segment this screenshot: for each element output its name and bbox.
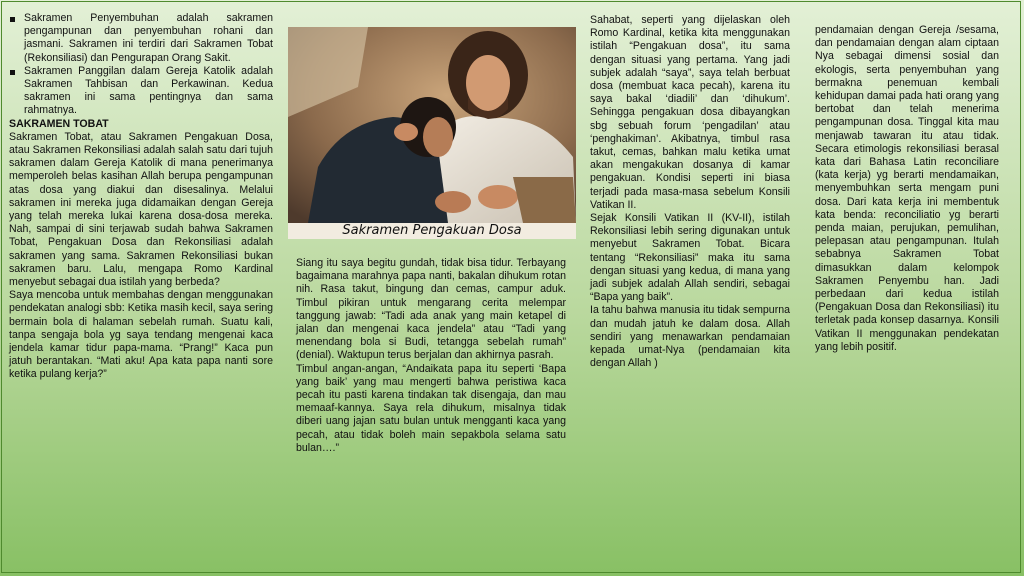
paragraph: Ia tahu bahwa manusia itu tidak sempurna dan mudah jatuh ke dalam dosa. Allah sendiri yang menawarkan pendamaian kepada umat-Nya (pendamaian kita dengan Allah ) bbox=[590, 304, 790, 370]
bullet-item bbox=[9, 65, 273, 118]
bullet-square-icon bbox=[10, 17, 15, 22]
paragraph: Saya mencoba untuk membahas dengan menggunakan pendekatan analogi sbb: Ketika masih kecil, saya sering bermain bola di halaman sebelah rumah. Suatu kali, tanpa sengaja bola yg saya tendang mengenai kaca jendela kamar tidur papa-mama. “Prang!” Kaca pun jatuh berantakan. “Mati aku! Apa kata papa nanti sore ketika pulang kerja?” bbox=[9, 289, 273, 381]
column-2 bbox=[296, 257, 566, 455]
column-3 bbox=[590, 14, 790, 370]
confession-illustration bbox=[288, 27, 576, 223]
paragraph: pendamaian dengan Gereja /sesama, dan pendamaian dengan alam ciptaan Nya sebagai dimensi sosial dan ekologis, serta penyembuhan yang bermakna penemuan kembali kehidupan damai pada hati orang yang bertobat dan telah menerima pengampunan dosa. Tinggal kita mau menjawab tawaran itu atau tidak. Secara etimologis rekonsiliasi berasal kata dari Bahasa Latin reconciliare (kata kerja) yg berarti mendamaikan, menyembuhkan serta mengam puni dosa. Dari kata kerja ini membentuk kata benda: reconciliatio yg berarti penda maian, perujukan, pemulihan, pelepasan atau pengampunan. Itulah sebabnya Sakramen Tobat dimasukkan dalam kelompok Sakramen Penyembu han. Jadi perbedaan dari kedua istilah (Pengakuan Dosa dan Rekonsiliasi) itu terletak pada konsep dasarnya. Konsili Vatikan II menggunakan pendekatan yang lebih positif. bbox=[815, 24, 999, 353]
paragraph: Sejak Konsili Vatikan II (KV-II), istilah Rekonsiliasi lebih sering digunakan untuk menyebut Sakramen Tobat. Bicara tentang “Rekonsiliasi” maka itu sama dengan situasi yang kedua, di mana yang jadi subjek adalah Allah sendiri, sebagai “Bapa yang baik”. bbox=[590, 212, 790, 304]
bullet-text: Sakramen Panggilan dalam Gereja Katolik adalah Sakramen Tahbisan dan Perkawinan. Kedua sakramen ini sama pentingnya dan sama rahmatnya. bbox=[24, 64, 273, 117]
bullet-text: Sakramen Penyembuhan adalah sakramen pengampunan dan penyembuhan rohani dan jasmani. Sakramen ini terdiri dari Sakramen Tobat (Rekonsiliasi) dan Pengurapan Orang Sakit. bbox=[24, 12, 273, 64]
paragraph: Timbul angan-angan, “Andaikata papa itu seperti ‘Bapa yang baik’ yang mau mengerti bahwa peristiwa kaca pecah itu pasti karena tindakan tak disengaja, dan mau memaaf-kannya. Saya rela dihukum, misalnya tidak diberi uang jajan satu bulan untuk mengganti kaca yang pecah, atau tidak boleh main sepakbola selama satu bulan….” bbox=[296, 362, 566, 454]
paragraph: Sakramen Tobat, atau Sakramen Pengakuan Dosa, atau Sakramen Rekonsiliasi adalah salah satu dari tujuh sakramen dalam Gereja Katolik di mana penerimanya memperoleh belas kasihan Allah berupa pengampunan atas dosa yang diakui dan disesalinya. Melalui sakramen ini mereka juga didamaikan dengan Gereja yang telah mereka lukai karena dosa-dosa mereka. Nah, sampai di sini terjawab sudah bahwa Sakramen Tobat, Pengakuan Dosa dan Rekonsiliasi adalah sakramen yang sama. Sakramen Rekonsiliasi bukan sakramen baru. Lalu, mengapa Romo Kardinal menyebut sebagai dua istilah yang berbeda? bbox=[9, 130, 273, 289]
confession-photo bbox=[288, 27, 576, 239]
bullet-list bbox=[9, 12, 273, 118]
column-4 bbox=[815, 24, 999, 354]
column-1 bbox=[9, 12, 273, 382]
photo-caption: Sakramen Pengakuan Dosa bbox=[288, 223, 576, 239]
paragraph: Sahabat, seperti yang dijelaskan oleh Romo Kardinal, ketika kita menggunakan istilah “Pengakuan dosa”, itu sama dengan situasi yang pertama. Yang jadi subjek adalah “saya”, saya telah berbuat dosa (membuat kaca pecah), karena itu saya bakal ‘diadili’ dan ‘dihukum’. Sehingga pengakuan dosa dibayangkan sbg sebuah forum ‘pengadilan’ atau ‘penghakiman’. Akibatnya, timbul rasa takut, cemas, bahkan malu ketika umat akan mengakukan dosanya di kamar pengakuan. Kondisi seperti ini biasa terjadi pada masa-masa sebelum Konsili Vatikan II. bbox=[590, 14, 790, 211]
bullet-square-icon bbox=[10, 70, 15, 75]
bullet-item bbox=[9, 12, 273, 65]
section-heading: SAKRAMEN TOBAT bbox=[9, 117, 109, 130]
paragraph: Siang itu saya begitu gundah, tidak bisa tidur. Terbayang bagaimana marahnya papa nanti, bakalan dihukum rotan nih. Rasa takut, bingung dan cemas, campur aduk. Timbul pikiran untuk mengarang cerita melempar tanggung jawab: “Tadi ada anak yang main ketapel di jalan dan mengenai kaca jendela” atau “Tadi yang menendang bola si Budi, tetangga sebelah rumah” (denial). Waktupun terus berjalan dan akhirnya pasrah. bbox=[296, 257, 566, 362]
